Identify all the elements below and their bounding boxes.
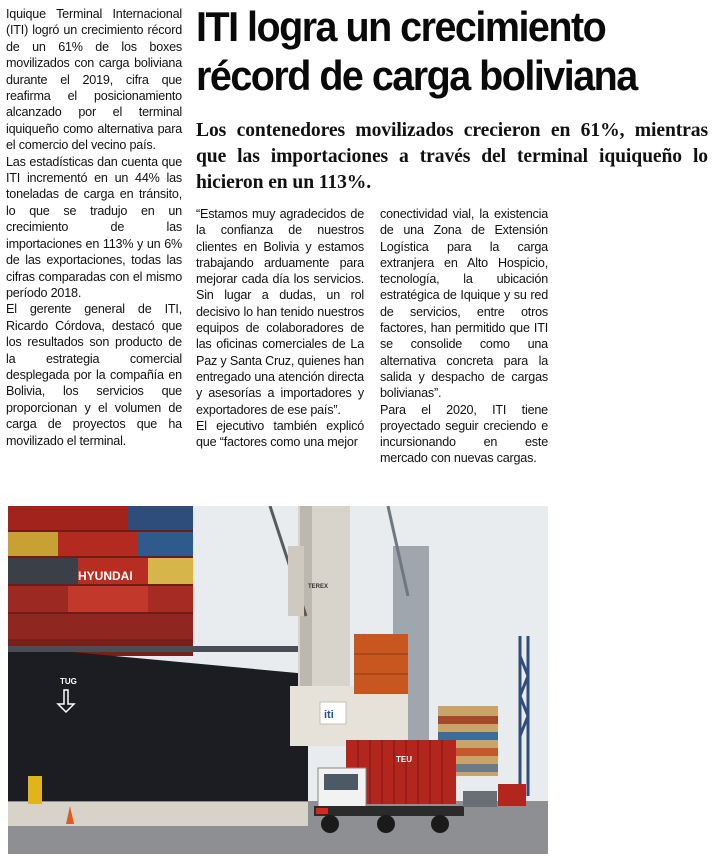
headline-line: récord de carga boliviana <box>196 52 637 99</box>
article-paragraph: Las estadísticas dan cuenta que ITI incrementó en un 44% las toneladas de carga en tránsito, lo que se tradujo en un crecimiento de las importaciones en 113% y un 6% de las exportaciones, todas las cifras comparadas con el mismo período 2018. <box>6 154 182 300</box>
article-paragraph: “Estamos muy agradecidos de la confianza de nuestros clientes en Bolivia y estamos trabajando arduamente para mejorar cada día los servicios. Sin lugar a dudas, un rol decisivo lo han tenido nuestros equipos de colaboradores de las oficinas comerciales de La Paz y Santa Cruz, quienes han entregado una atención directa y asesorías a importadores y exportadores de ese país”. <box>196 207 364 417</box>
quay-wall <box>8 802 308 826</box>
ship-mark: TUG <box>60 677 77 686</box>
right-column <box>380 206 548 467</box>
left-column <box>6 6 182 449</box>
article-paragraph: El gerente general de ITI, Ricardo Córdova, destacó que los resultados son producto de la estrategia comercial desplegada por la compañía en Bolivia, los servicios que proporcionan y el volumen de carga de proyectos que ha movilizado el terminal. <box>6 302 182 448</box>
middle-column <box>196 206 364 450</box>
article-paragraph: Para el 2020, ITI tiene proyectado seguir creciendo e incursionando en este mercado con nuevas cargas. <box>380 402 548 466</box>
port-photo-illustration <box>8 506 548 854</box>
container-number: TEU <box>396 755 412 764</box>
ship-hull <box>8 646 308 806</box>
article-paragraph: El ejecutivo también explicó que “factores como una mejor <box>196 418 364 450</box>
headline-line: ITI logra un crecimiento <box>196 3 606 50</box>
safety-marker <box>28 776 42 804</box>
headline <box>196 2 677 100</box>
iti-logo: iti <box>324 709 334 721</box>
distant-truck <box>463 791 497 807</box>
crane-brand: TEREX <box>308 584 329 590</box>
article-paragraph: Iquique Terminal Internacional (ITI) logró un crecimiento récord de un 61% de los boxes movilizados con carga boliviana durante el 2019, cifra que reafirma el posicionamiento alcanzado por el terminal iquiqueño como alternativa para el comercio del vecino país. <box>6 7 182 153</box>
article-paragraph: conectividad vial, la existencia de una Zona de Extensión Logística para la carga extranjera en Alto Hospicio, tecnología, la ubicación estratégica de Iquique y su red de servicios, entre otros factores, han permitido que ITI se consolide como una alternativa concreta para la salida y despacho de cargas bolivianas”. <box>380 207 548 401</box>
ship-container-stack <box>8 506 193 656</box>
port-photo <box>8 506 548 854</box>
container-brand: HYUNDAI <box>78 569 133 583</box>
orange-container-stack <box>354 634 408 694</box>
subheadline: Los contenedores movilizados crecieron en 61%, mientras que las importaciones a través del terminal iquiqueño lo hicieron en un 113%. <box>196 120 708 193</box>
distant-truck <box>498 784 526 806</box>
iti-building <box>290 686 408 746</box>
